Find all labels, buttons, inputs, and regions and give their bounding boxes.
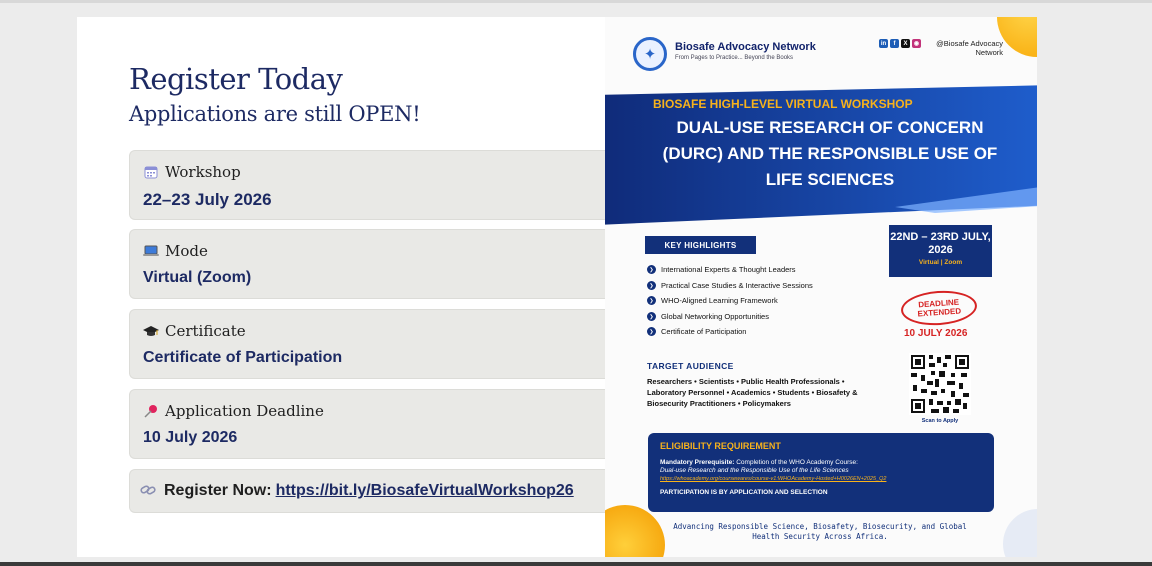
- chevron-right-icon: ❯: [647, 296, 656, 305]
- list-item: ❯ Certificate of Participation: [647, 327, 746, 336]
- deadline-value: 10 July 2026: [143, 429, 238, 446]
- workshop-label: Workshop: [165, 163, 241, 181]
- social-icons: [879, 39, 921, 48]
- list-item: ❯ International Experts & Thought Leaders: [647, 265, 796, 274]
- mode-info-box: [129, 229, 605, 299]
- deadline-label: Application Deadline: [165, 402, 324, 420]
- eligibility-box: [648, 433, 994, 512]
- list-item: ❯ Practical Case Studies & Interactive Sessions: [647, 281, 813, 290]
- chevron-right-icon: ❯: [647, 312, 656, 321]
- linkedin-icon: in: [880, 40, 887, 47]
- chevron-right-icon: ❯: [647, 327, 656, 336]
- facebook-icon: f: [890, 39, 899, 48]
- shield-logo-icon: ✦: [633, 37, 667, 71]
- qr-code-icon: [909, 353, 971, 415]
- graduation-cap-icon: [143, 323, 159, 339]
- decorative-circle: [997, 17, 1037, 57]
- deadline-badge: DEADLINE EXTENDED: [900, 288, 978, 327]
- link-icon: [140, 483, 156, 500]
- eligibility-prereq: Mandatory Prerequisite: Completion of the WHO Academy Course:: [660, 459, 858, 466]
- scan-label: Scan to Apply: [921, 418, 959, 424]
- eligibility-note: PARTICIPATION IS BY APPLICATION AND SELECTION: [660, 489, 828, 496]
- page-title: Register Today: [129, 62, 343, 96]
- top-divider: [0, 0, 1152, 3]
- poster-date: 22ND – 23RD JULY, 2026: [890, 231, 991, 256]
- eligibility-course: Dual-use Research and the Responsible Use of the Life Sciences: [660, 467, 849, 474]
- deadline-info-box: [129, 389, 605, 459]
- social-handle: @Biosafe Advocacy Network: [936, 39, 1003, 57]
- target-audience-text: Researchers • Scientists • Public Health Professionals • Laboratory Personnel • Academics • Students • Biosafety & Biosecurity Practitioners • Policymakers: [647, 377, 858, 408]
- certificate-value: Certificate of Participation: [143, 349, 343, 366]
- mode-value: Virtual (Zoom): [143, 269, 252, 286]
- certificate-label: Certificate: [165, 322, 246, 340]
- x-icon: X: [901, 39, 910, 48]
- poster-footer: Advancing Responsible Science, Biosafety, Biosecurity, and Global Health Security Across Africa.: [673, 522, 967, 541]
- certificate-info-box: [129, 309, 605, 379]
- target-audience-label: TARGET AUDIENCE: [647, 361, 734, 371]
- mode-label: Mode: [165, 242, 208, 260]
- bottom-bar: [0, 562, 1152, 566]
- date-box: [889, 225, 992, 277]
- heading-block: [129, 61, 605, 129]
- eligibility-title: ELIGIBILITY REQUIREMENT: [660, 441, 781, 451]
- banner-title: DUAL-USE RESEARCH OF CONCERN (DURC) AND THE RESPONSIBLE USE OF LIFE SCIENCES: [662, 118, 998, 189]
- chevron-right-icon: ❯: [647, 265, 656, 274]
- instagram-icon: ◉: [913, 41, 920, 47]
- org-tagline: From Pages to Practice... Beyond the Books: [675, 55, 794, 61]
- workshop-poster: [605, 17, 1037, 557]
- chevron-right-icon: ❯: [647, 281, 656, 290]
- list-item: ❯ WHO-Aligned Learning Framework: [647, 296, 778, 305]
- workshop-info-box: [129, 150, 605, 220]
- deadline-date: 10 JULY 2026: [904, 328, 968, 339]
- decorative-circle: [605, 505, 665, 557]
- page-subtitle: Applications are still OPEN!: [129, 102, 421, 126]
- banner-supertitle: BIOSAFE HIGH-LEVEL VIRTUAL WORKSHOP: [653, 97, 913, 111]
- register-label: Register Now:: [164, 482, 272, 499]
- pushpin-icon: [143, 403, 159, 419]
- register-box: [129, 469, 605, 513]
- eligibility-url: https://whoacademy.org/coursewares/course-v1:WHOAcademy-Hosted+H0026EN+2025_Q2: [660, 476, 887, 482]
- poster-mode: Virtual | Zoom: [918, 259, 963, 266]
- laptop-icon: [143, 243, 159, 259]
- key-highlights-label: KEY HIGHLIGHTS: [645, 236, 756, 254]
- content-card: [77, 17, 1037, 557]
- list-item: ❯ Global Networking Opportunities: [647, 312, 769, 321]
- register-link[interactable]: https://bit.ly/BiosafeVirtualWorkshop26: [275, 482, 574, 499]
- calendar-icon: [143, 164, 159, 180]
- org-name: Biosafe Advocacy Network: [675, 41, 816, 53]
- decorative-circle: [1003, 509, 1037, 557]
- workshop-dates: 22–23 July 2026: [143, 190, 272, 209]
